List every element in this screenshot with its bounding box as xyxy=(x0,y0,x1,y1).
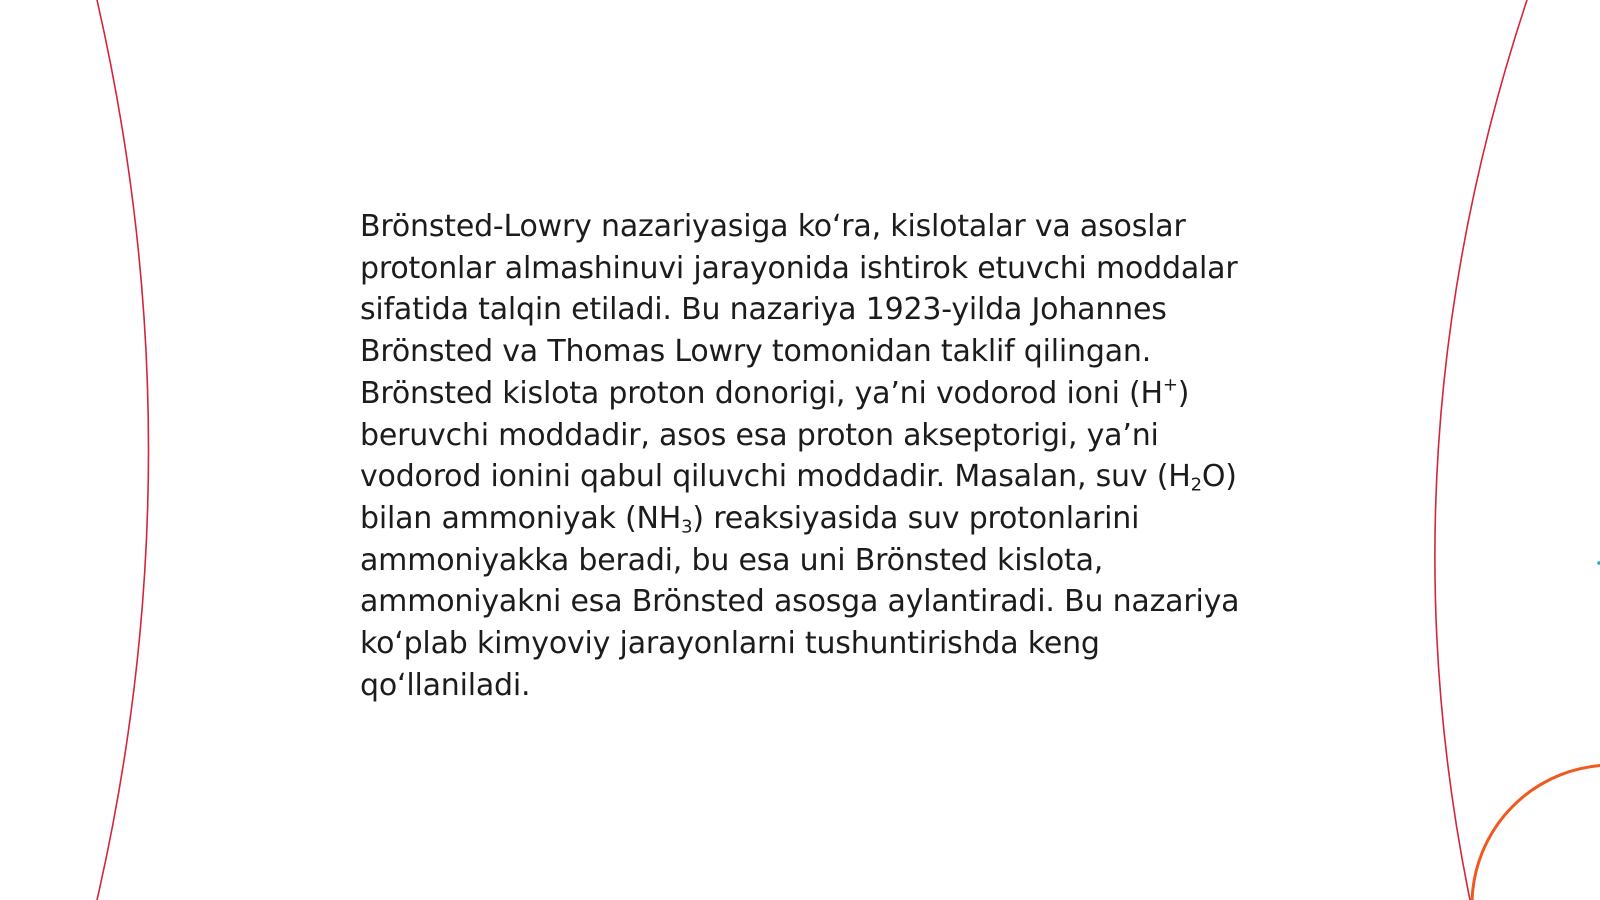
paragraph-text-3: O) bilan ammoniyak (NH xyxy=(360,459,1237,536)
subscript-3: 3 xyxy=(681,516,693,538)
paragraph-text-1: Brönsted-Lowry nazariyasiga koʻra, kislotalar va asoslar protonlar almashinuvi jarayonida ishtirok etuvchi moddalar sifatida talqin etiladi. Bu nazariya 1923-yilda Johannes Brönsted va Thomas Lowry tomonidan taklif qilingan. Brönsted kislota proton donorigi, yaʼni vodorod ioni (H xyxy=(360,209,1238,411)
right-curve-line xyxy=(1435,0,1527,900)
paragraph-text-4: ) reaksiyasida suv protonlarini ammoniyakka beradi, bu esa uni Brönsted kislota, ammoniyakni esa Brönsted asosga aylantiradi. Bu nazariya koʻplab kimyoviy jarayonlarni tushuntirishda keng qoʻllaniladi. xyxy=(360,500,1240,703)
paragraph-text-2: ) beruvchi moddadir, asos esa proton akseptorigi, yaʼni vodorod ionini qabul qiluvchi moddadir. Masalan, suv (H xyxy=(360,375,1191,495)
subscript-2: 2 xyxy=(1190,474,1202,496)
left-curve-line xyxy=(97,0,149,900)
superscript-plus: + xyxy=(1162,374,1178,396)
body-paragraph xyxy=(360,206,1240,706)
orange-arc xyxy=(1472,765,1600,900)
